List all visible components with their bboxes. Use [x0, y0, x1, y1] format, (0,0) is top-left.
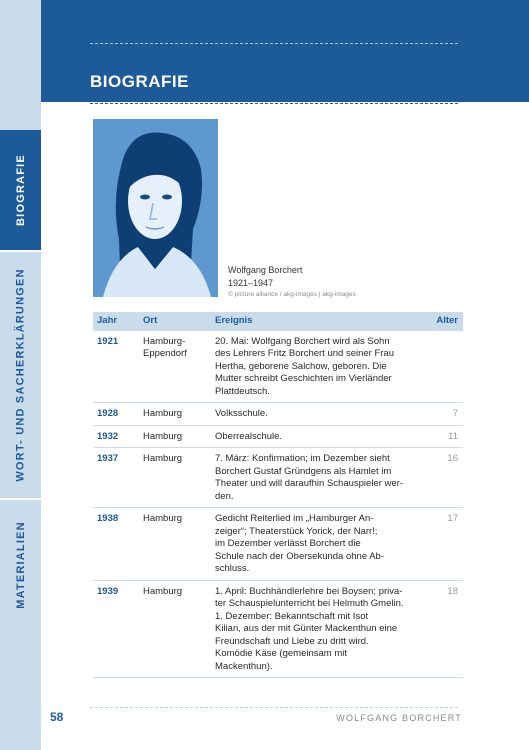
biography-table: [93, 312, 463, 678]
photo-caption: [228, 264, 302, 290]
cell-ereignis: [211, 403, 426, 426]
cell-ereignis: [211, 580, 426, 678]
ereignis-line: ter Schauspielunterricht bei Helmuth Gmelin.: [215, 598, 404, 609]
ereignis-line: zeiger“; Theaterstück Yorick, der Narr!;: [215, 525, 378, 537]
ereignis-line: Mackenthun).: [215, 660, 273, 672]
table-row: [93, 403, 463, 426]
cell-ort: [139, 448, 211, 508]
ereignis-line: Freundschaft und Liebe zu dritt wird.: [215, 635, 369, 647]
table-header-row: [93, 312, 463, 331]
ereignis-line: im Dezember verlässt Borchert die: [215, 538, 361, 549]
cell-ereignis: [211, 448, 426, 508]
page-title: BIOGRAFIE: [90, 72, 189, 91]
portrait-image: [93, 119, 218, 297]
tab-materialien[interactable]: [0, 500, 41, 630]
cell-alter: 16: [426, 448, 463, 508]
ereignis-line: Oberrealschule.: [215, 430, 283, 442]
ereignis-line: Komödie Käse (gemeinsam mit: [215, 648, 347, 659]
cell-ort: [139, 403, 211, 426]
ereignis-line: Plattdeutsch.: [215, 385, 270, 397]
cell-alter: [426, 331, 463, 403]
table-row: [93, 448, 463, 508]
cell-jahr: 1939: [93, 580, 139, 678]
cell-jahr: 1921: [93, 331, 139, 403]
ort-line: Hamburg-: [143, 335, 186, 347]
ort-line: Eppendorf: [143, 348, 187, 359]
ort-line: Hamburg: [143, 585, 183, 597]
col-header-ereignis: Ereignis: [211, 312, 426, 331]
ereignis-line: Hertha, geborene Salchow, geboren. Die: [215, 360, 387, 372]
ereignis-line: schluss.: [215, 563, 250, 574]
ereignis-line: Kilian, aus der mit Günter Mackenthun eine: [215, 623, 398, 634]
ereignis-line: Mutter schreibt Geschichten im Vierländer: [215, 373, 392, 384]
col-header-jahr: Jahr: [93, 312, 139, 331]
cell-jahr: 1932: [93, 425, 139, 448]
cell-alter: 18: [426, 580, 463, 678]
tab-biografie-label: BIOGRAFIE: [14, 154, 27, 226]
caption-name: Wolfgang Borchert: [228, 265, 303, 275]
tab-wort-label: WORT- UND SACHERKLÄRUNGEN: [14, 268, 27, 482]
ereignis-line: des Lehrers Fritz Borchert und seiner Frau: [215, 348, 394, 359]
cell-alter: 11: [426, 425, 463, 448]
ereignis-line: den.: [215, 490, 234, 502]
tab-biografie[interactable]: [0, 130, 41, 250]
cell-jahr: 1928: [93, 403, 139, 426]
footer-dash: [90, 707, 458, 708]
cell-ereignis: [211, 425, 426, 448]
cell-ereignis: [211, 331, 426, 403]
ereignis-line: 7. März: Konfirmation; im Dezember sieht: [215, 453, 390, 464]
ort-line: Hamburg: [143, 408, 183, 419]
header-dash-bottom: [90, 103, 458, 104]
portrait-photo: [93, 119, 218, 297]
ereignis-line: 1. Dezember: Bekanntschaft mit Isot: [215, 610, 369, 622]
caption-years: 1921–1947: [228, 278, 274, 288]
ereignis-line: Schule nach der Obersekunda ohne Ab-: [215, 550, 385, 562]
table-row: [93, 425, 463, 448]
cell-ort: [139, 425, 211, 448]
footer-author: WOLFGANG BORCHERT: [336, 713, 462, 723]
table-row: [93, 508, 463, 581]
cell-ort: [139, 508, 211, 581]
col-header-ort: Ort: [139, 312, 211, 331]
ort-line: Hamburg: [143, 453, 183, 464]
header-dash-top: [90, 43, 458, 44]
table-row: [93, 580, 463, 678]
col-header-alter: Alter: [426, 312, 463, 331]
photo-credit: © picture alliance / akg-images | akg-images: [228, 291, 356, 298]
cell-ereignis: [211, 508, 426, 581]
ort-line: Hamburg: [143, 430, 183, 442]
cell-ort: [139, 580, 211, 678]
ereignis-line: Theater und will daraufhin Schauspieler wer-: [215, 478, 403, 489]
cell-alter: 7: [426, 403, 463, 426]
tab-wort-und-sacherklaerungen[interactable]: [0, 252, 41, 498]
cell-ort: [139, 331, 211, 403]
tab-materialien-label: MATERIALIEN: [14, 521, 27, 609]
ereignis-line: 20. Mai: Wolfgang Borchert wird als Sohn: [215, 335, 390, 347]
sidebar: [0, 0, 41, 750]
ort-line: Hamburg: [143, 513, 183, 524]
cell-alter: 17: [426, 508, 463, 581]
page-number: 58: [50, 710, 64, 724]
ereignis-line: 1. April: Buchhändlerlehre bei Boysen; priva-: [215, 585, 403, 597]
cell-jahr: 1938: [93, 508, 139, 581]
cell-jahr: 1937: [93, 448, 139, 508]
ereignis-line: Borchert Gustaf Gründgens als Hamlet im: [215, 465, 392, 477]
ereignis-line: Gedicht Reiterlied im „Hamburger An-: [215, 513, 374, 524]
ereignis-line: Volksschule.: [215, 408, 268, 419]
table-row: [93, 331, 463, 403]
